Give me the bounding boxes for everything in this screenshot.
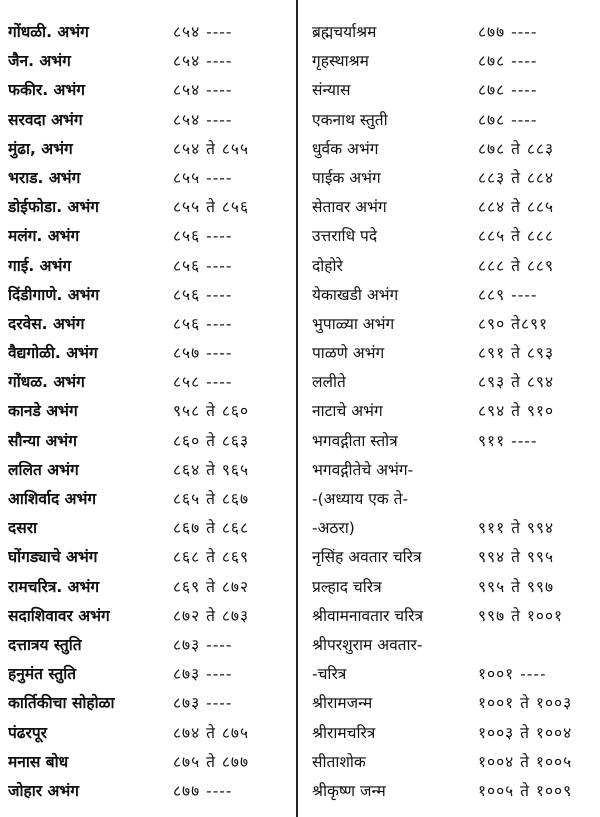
entry-title: पाईक अभंग — [312, 168, 381, 187]
entry-title: रामचरित्र. अभंग — [8, 577, 100, 596]
index-entry — [8, 252, 288, 281]
entry-page-range: ८९३ ते ८९४ — [478, 373, 555, 392]
entry-page-range: ८५४ ---- — [173, 23, 233, 41]
index-entry — [8, 135, 288, 164]
entry-page-range: ८७३ ---- — [173, 635, 233, 654]
index-entry — [312, 339, 596, 368]
index-entry — [8, 106, 288, 135]
index-entry — [312, 777, 596, 806]
entry-page-range: ८७८ ---- — [478, 81, 538, 100]
entry-page-range: ९११ ---- — [478, 431, 538, 450]
index-entry — [312, 135, 596, 164]
index-entry — [312, 748, 596, 777]
index-entry — [312, 456, 596, 485]
entry-page-range: ८६९ ते ८७२ — [173, 577, 250, 596]
entry-title: -चरित्र — [312, 665, 347, 684]
index-entry — [312, 368, 596, 397]
index-entry — [312, 252, 596, 281]
entry-page-range: ८७८ ---- — [478, 52, 538, 71]
entry-page-range: ९११ ते ९९४ — [478, 519, 555, 538]
index-entry — [8, 339, 288, 368]
entry-title: मनास बोध — [8, 752, 69, 771]
entry-title: कार्तिकीचा सोहोळा — [8, 694, 115, 713]
entry-page-range: १००१ ---- — [478, 665, 547, 684]
entry-title: डोईफोडा. अभंग — [8, 198, 99, 217]
index-entry — [312, 281, 596, 310]
index-entry — [8, 310, 288, 339]
entry-page-range: ८५४ ---- — [173, 52, 233, 71]
entry-title: प्रल्हाद चरित्र — [312, 577, 382, 596]
entry-page-range: ८५६ ---- — [173, 285, 233, 304]
index-entry — [8, 748, 288, 777]
entry-page-range: ८८८ ते ८८९ — [478, 256, 555, 275]
entry-title: सीताशोक — [312, 752, 366, 771]
index-entry — [8, 281, 288, 310]
entry-title: कानडे अभंग — [8, 402, 78, 421]
index-entry — [312, 18, 596, 47]
entry-title: श्रीकृष्ण जन्म — [312, 781, 386, 800]
index-entry — [8, 573, 288, 602]
entry-page-range: ८६० ते ८६३ — [173, 431, 250, 450]
entry-title: गाई. अभंग — [8, 256, 72, 275]
index-entry — [312, 573, 596, 602]
column-divider — [296, 0, 298, 817]
entry-title: दोहोरे — [312, 256, 343, 275]
index-entry — [312, 485, 596, 514]
entry-page-range: ८७४ ते ८७५ — [173, 723, 250, 742]
index-entry — [312, 397, 596, 426]
entry-page-range: ८६४ ते ९६५ — [173, 460, 250, 479]
entry-page-range: ८७३ ---- — [173, 665, 233, 684]
entry-title: गृहस्थाश्रम — [312, 52, 369, 71]
entry-title: संन्यास — [312, 81, 351, 100]
entry-title: दरवेस. अभंग — [8, 314, 85, 333]
entry-title: सेतावर अभंग — [312, 198, 387, 217]
entry-page-range: ८७८ ते ८८३ — [478, 139, 555, 158]
entry-page-range: ८५६ ---- — [173, 227, 233, 246]
entry-title: फकीर. अभंग — [8, 81, 85, 100]
index-entry — [8, 164, 288, 193]
entry-page-range: ८६८ ते ८६९ — [173, 548, 250, 567]
entry-page-range: ८५७ ---- — [173, 344, 233, 363]
entry-page-range: १००३ ते १००४ — [478, 723, 573, 742]
index-entry — [8, 660, 288, 689]
index-entry — [8, 777, 288, 806]
index-entry — [8, 456, 288, 485]
index-entry — [8, 427, 288, 456]
entry-title: एकनाथ स्तुती — [312, 110, 388, 129]
index-entry — [312, 660, 596, 689]
entry-title: दत्तात्रय स्तुति — [8, 635, 82, 654]
entry-title: मलंग. अभंग — [8, 227, 80, 246]
entry-page-range: ८८३ ते ८८४ — [478, 168, 555, 187]
index-entry — [8, 514, 288, 543]
entry-page-range: १००४ ते १००५ — [478, 752, 573, 771]
index-entry — [312, 222, 596, 251]
entry-page-range: ८९४ ते ९१० — [478, 402, 555, 421]
index-entry — [312, 106, 596, 135]
index-entry — [8, 47, 288, 76]
index-entry — [8, 602, 288, 631]
index-entry — [312, 310, 596, 339]
index-entry — [8, 368, 288, 397]
entry-title: श्रीरामजन्म — [312, 694, 373, 713]
index-entry — [312, 76, 596, 105]
entry-page-range: ८९१ ते ८९३ — [478, 344, 555, 363]
entry-title: भगवद्गीतेचे अभंग- — [312, 460, 414, 479]
entry-page-range: ९९७ ते १००१ — [478, 606, 564, 625]
entry-title: वैद्यगोळी. अभंग — [8, 344, 98, 363]
entry-title: मुंढा, अभंग — [8, 139, 73, 158]
index-entry — [8, 76, 288, 105]
entry-page-range: ८५४ ---- — [173, 81, 233, 100]
entry-title: उत्तराधि पदे — [312, 227, 378, 246]
right-column — [312, 18, 596, 806]
entry-title: सदाशिवावर अभंग — [8, 606, 110, 625]
entry-page-range: १००५ ते १००९ — [478, 781, 573, 800]
entry-title: हनुमंत स्तुति — [8, 665, 77, 684]
left-column — [8, 18, 288, 806]
index-entry — [8, 18, 288, 47]
index-entry — [312, 543, 596, 572]
entry-page-range: ८५४ ते ८५५ — [173, 139, 250, 158]
entry-page-range: ९९४ ते ९९५ — [478, 548, 555, 567]
entry-title: दिंडीगाणे. अभंग — [8, 285, 100, 304]
entry-title: आशिर्वाद अभंग — [8, 490, 97, 508]
index-entry — [312, 164, 596, 193]
entry-title: -(अध्याय एक ते- — [312, 490, 409, 508]
index-entry — [8, 222, 288, 251]
index-entry — [312, 689, 596, 718]
entry-page-range: ८७७ ---- — [173, 781, 233, 800]
entry-title: पंढरपूर — [8, 723, 48, 742]
entry-title: भगवद्गीता स्तोत्र — [312, 431, 398, 450]
entry-title: श्रीवामनावतार चरित्र — [312, 606, 423, 625]
index-entry — [8, 719, 288, 748]
index-entry — [8, 543, 288, 572]
entry-title: गोंधळी. अभंग — [8, 23, 89, 41]
index-entry — [312, 514, 596, 543]
index-entry — [312, 631, 596, 660]
entry-page-range: ८७५ ते ८७७ — [173, 752, 250, 771]
entry-title: नाटाचे अभंग — [312, 402, 383, 421]
entry-page-range: ८८५ ते ८८८ — [478, 227, 555, 246]
entry-title: श्रीपरशुराम अवतार- — [312, 635, 423, 654]
entry-page-range: ८५६ ---- — [173, 256, 233, 275]
index-entry — [312, 193, 596, 222]
entry-title: पाळणे अभंग — [312, 344, 385, 363]
entry-title: जोहार अभंग — [8, 781, 79, 800]
entry-page-range: ८७२ ते ८७३ — [173, 606, 250, 625]
entry-page-range: ८५४ ---- — [173, 110, 233, 129]
index-entry — [8, 689, 288, 718]
index-entry — [312, 427, 596, 456]
index-entry — [312, 719, 596, 748]
entry-title: ललित अभंग — [8, 460, 79, 479]
entry-page-range: ८६५ ते ८६७ — [173, 490, 250, 508]
entry-title: येकाखडी अभंग — [312, 285, 399, 304]
entry-page-range: ८५८ ---- — [173, 373, 233, 392]
entry-page-range: ८७८ ---- — [478, 110, 538, 129]
entry-page-range: ८९० ते८९१ — [478, 314, 549, 333]
entry-title: सरवदा अभंग — [8, 110, 83, 129]
entry-title: -अठरा) — [312, 519, 355, 538]
index-entry — [8, 397, 288, 426]
entry-title: सौन्या अभंग — [8, 431, 77, 450]
entry-page-range: १००१ ते १००३ — [478, 694, 573, 713]
index-entry — [312, 47, 596, 76]
entry-page-range: ९५८ ते ८६० — [173, 402, 250, 421]
entry-page-range: ९९५ ते ९९७ — [478, 577, 555, 596]
entry-page-range: ८५६ ---- — [173, 314, 233, 333]
entry-title: गोंधळ. अभंग — [8, 373, 85, 392]
index-entry — [8, 631, 288, 660]
entry-title: भराड. अभंग — [8, 168, 81, 187]
index-entry — [8, 485, 288, 514]
entry-page-range: ८७३ ---- — [173, 694, 233, 713]
entry-title: नृसिंह अवतार चरित्र — [312, 548, 422, 567]
entry-title: ब्रह्मचर्याश्रम — [312, 23, 377, 41]
entry-page-range: ८६७ ते ८६८ — [173, 519, 250, 538]
entry-title: भुपाळ्या अभंग — [312, 314, 395, 333]
entry-page-range: ८७७ ---- — [478, 23, 538, 41]
entry-title: घोंगड्याचे अभंग — [8, 548, 98, 567]
entry-page-range: ८५५ ---- — [173, 168, 233, 187]
entry-page-range: ८५५ ते ८५६ — [173, 198, 250, 217]
entry-page-range: ८८९ ---- — [478, 285, 538, 304]
entry-title: दसरा — [8, 519, 38, 538]
index-entry — [8, 193, 288, 222]
entry-title: धुर्वक अभंग — [312, 139, 379, 158]
entry-page-range: ८८४ ते ८८५ — [478, 198, 555, 217]
index-entry — [312, 602, 596, 631]
entry-title: श्रीरामचरित्र — [312, 723, 376, 742]
entry-title: जैन. अभंग — [8, 52, 71, 71]
entry-title: ललीते — [312, 373, 346, 392]
